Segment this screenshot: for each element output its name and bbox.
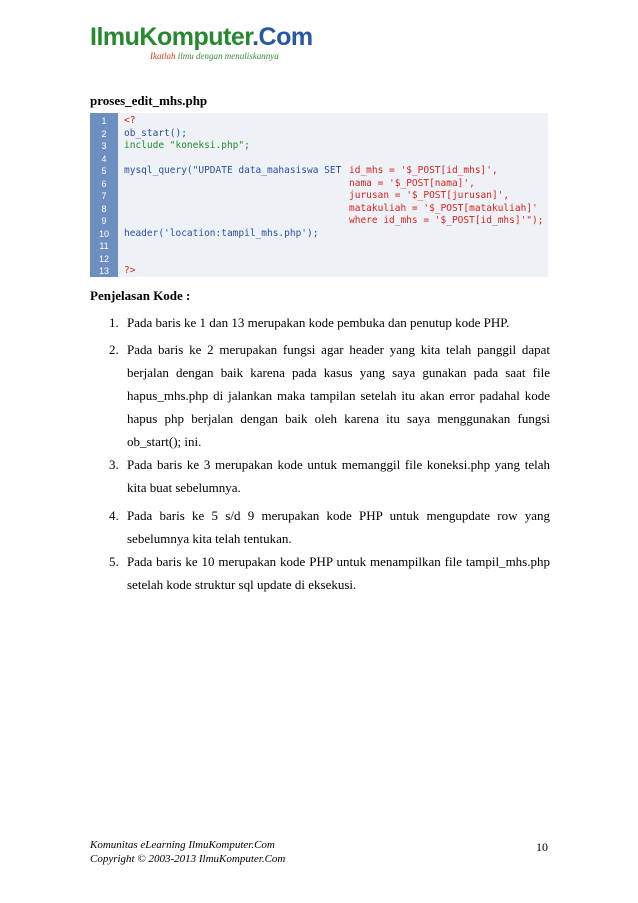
code-segment: jurusan = '$_POST[jurusan]', — [349, 190, 510, 201]
logo-suffix: .Com — [252, 23, 313, 51]
code-segment: where id_mhs = '$_POST[id_mhs]'"); — [349, 215, 544, 226]
list-item-text: Pada baris ke 5 s/d 9 merupakan kode PHP untuk mengupdate row yang sebelumnya kita telah tentukan. — [127, 508, 550, 546]
code-segment: ob_start(); — [124, 127, 187, 139]
code-line — [90, 190, 548, 203]
line-number: 5 — [101, 166, 107, 176]
logo-tagline — [150, 51, 279, 61]
file-title: proses_edit_mhs.php — [90, 93, 208, 108]
code-line — [90, 240, 548, 253]
code-line — [90, 178, 548, 191]
line-number: 11 — [99, 241, 109, 251]
code-line — [90, 165, 548, 178]
list-item-text: Pada baris ke 3 merupakan kode untuk memanggil file koneksi.php yang telah kita buat sebelumnya. — [127, 457, 550, 495]
line-number: 2 — [101, 128, 107, 139]
list-item — [90, 550, 550, 596]
line-number: 1 — [101, 116, 107, 126]
explanation-list — [90, 311, 550, 596]
line-number: 12 — [98, 253, 109, 264]
line-number: 8 — [101, 203, 107, 214]
logo-wordmark — [90, 22, 313, 52]
list-item-text: Pada baris ke 10 merupakan kode PHP untuk menampilkan file tampil_mhs.php setelah kode struktur sql update di eksekusi. — [127, 554, 550, 592]
list-item-text: Pada baris ke 1 dan 13 merupakan kode pembuka dan penutup kode PHP. — [127, 315, 510, 330]
line-number: 13 — [98, 266, 109, 276]
code-block — [90, 113, 548, 277]
code-segment: <? — [124, 115, 136, 126]
line-number: 4 — [101, 153, 107, 164]
code-line — [90, 140, 548, 153]
list-item — [90, 311, 550, 334]
code-line — [90, 115, 548, 128]
line-number: 3 — [101, 141, 107, 151]
list-item-number: 5. — [109, 554, 119, 569]
list-item — [90, 504, 550, 550]
code-line — [90, 215, 548, 228]
list-item-number: 2. — [109, 342, 119, 357]
code-segment: header('location:tampil_mhs.php'); — [124, 227, 319, 239]
code-segment: mysql_query("UPDATE data_mahasiswa SET — [124, 165, 342, 176]
list-item-number: 4. — [109, 508, 119, 523]
code-line — [90, 203, 548, 216]
footer — [90, 838, 550, 866]
list-item — [90, 453, 550, 499]
code-segment: matakuliah = '$_POST[matakuliah]' — [349, 202, 538, 214]
footer-copyright: Copyright © 2003-2013 IlmuKomputer.Com — [90, 853, 286, 865]
list-item-number: 3. — [109, 457, 119, 472]
line-number: 6 — [101, 178, 107, 189]
code-line — [90, 253, 548, 266]
footer-community: Komunitas eLearning IlmuKomputer.Com — [90, 839, 275, 851]
section-title: Penjelasan Kode : — [90, 288, 191, 303]
code-line — [90, 228, 548, 241]
site-logo — [90, 22, 313, 68]
list-item-number: 1. — [109, 315, 119, 330]
line-number: 10 — [98, 228, 109, 239]
code-segment: nama = '$_POST[nama]', — [349, 177, 475, 189]
list-item-text: Pada baris ke 2 merupakan fungsi agar header yang kita telah panggil dapat berjalan dengan baik karena pada kasus yang saya gunakan pada saat file hapus_mhs.php di jalankan maka tampilan setelah itu akan error padahal kode hapus php berjalan dengan baik oleh karena itu saya menggunakan fungsi ob_start(); ini. — [127, 342, 550, 449]
code-segment: include "koneksi.php"; — [124, 140, 250, 151]
logo-prefix: IlmuKomputer — [90, 23, 253, 51]
line-number: 9 — [101, 216, 107, 226]
page-number: 10 — [536, 840, 548, 854]
code-segment: id_mhs = '$_POST[id_mhs]', — [349, 165, 498, 176]
line-number: 7 — [101, 191, 107, 201]
list-item — [90, 338, 550, 453]
logo-tagline-start: Ikatlah — [150, 51, 178, 61]
code-segment: ?> — [124, 265, 136, 276]
code-line — [90, 265, 548, 278]
code-line — [90, 128, 548, 141]
code-line — [90, 153, 548, 166]
logo-tagline-end: ilmu dengan menuliskannya — [177, 51, 279, 61]
